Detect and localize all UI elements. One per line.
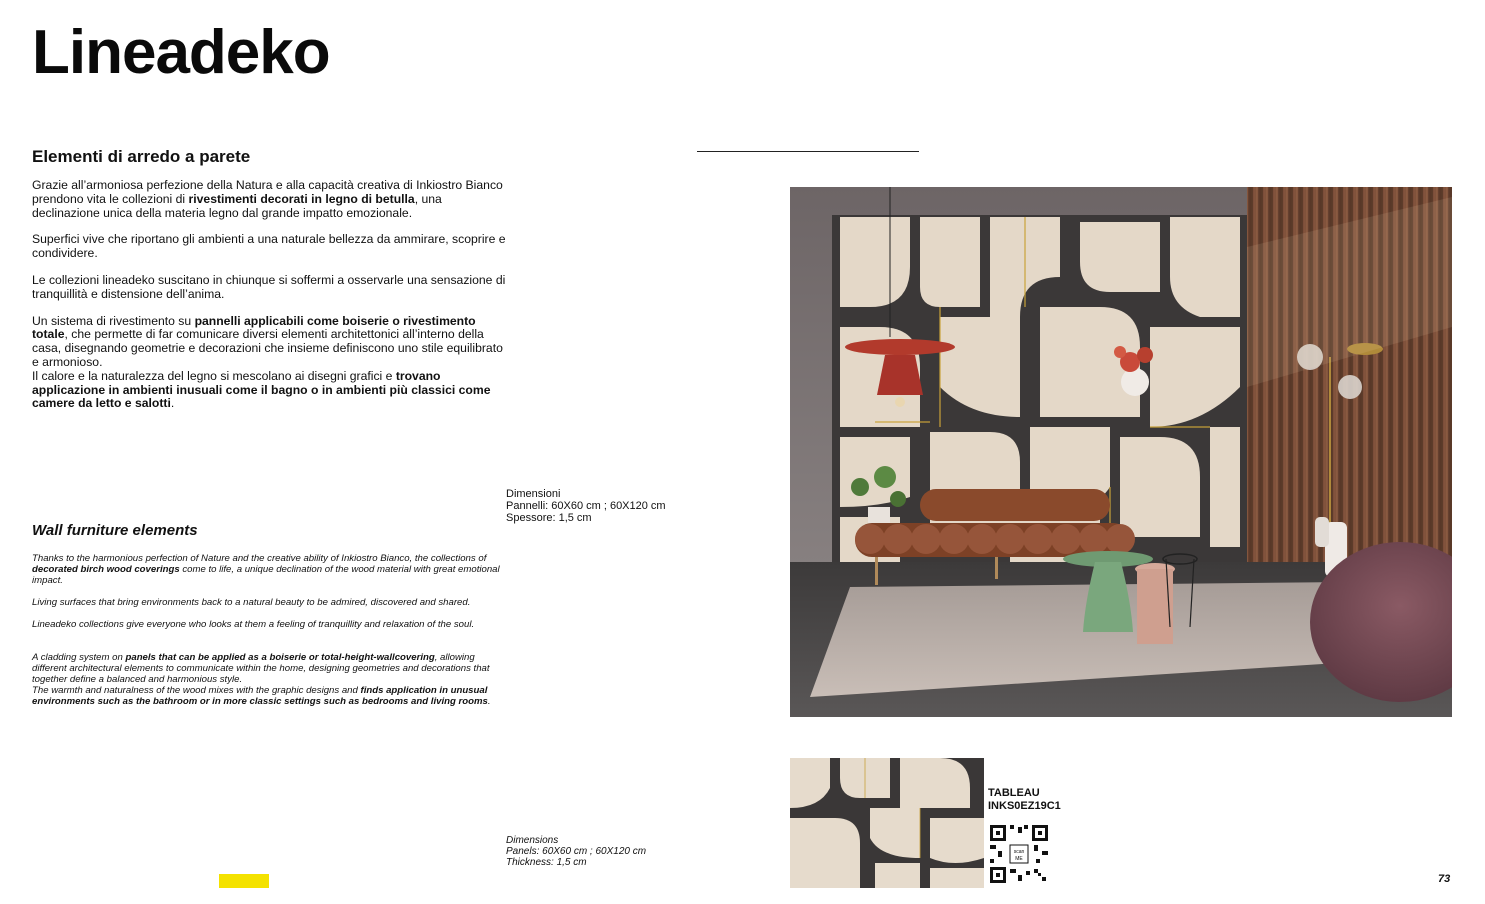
text-run: . — [170, 396, 175, 411]
text-run: , allowing different architectural elements to communicate within the home, designing geometries and decorations that together define a balanced and harmonious style. — [32, 652, 490, 685]
dimensions-thickness: Thickness: 1,5 cm — [506, 857, 587, 868]
bold-text-run: trovano applicazione in ambienti inusuali come il bagno o in ambienti più classici come camere da letto e salotti — [32, 368, 491, 411]
text-run: , che permette di far comunicare diversi elementi architettonici all’interno della casa, disegnando geometrie e decorazioni che insieme definiscono uno stile equilibrato e armonioso. — [32, 327, 503, 369]
english-paragraph-3: Lineadeko collections give everyone who looks at them a feeling of tranquillity and relaxation of the soul. — [32, 619, 475, 630]
english-paragraph-1 — [32, 553, 510, 586]
qr-code-icon — [988, 823, 1050, 885]
english-heading: Wall furniture elements — [32, 522, 198, 539]
qr-code[interactable] — [988, 823, 1050, 885]
english-paragraph-4 — [32, 652, 510, 685]
bold-text-run: rivestimenti decorati in legno di betulla — [188, 191, 415, 206]
interior-room-photo — [790, 187, 1452, 717]
brand-title: Lineadeko — [32, 18, 330, 87]
bold-text-run: panels that can be applied as a boiserie or total-height-wallcovering — [125, 652, 435, 663]
italian-description — [32, 179, 512, 411]
dimensions-panels: Panels: 60X60 cm ; 60X120 cm — [506, 846, 647, 857]
english-description — [32, 553, 510, 707]
dimensions-thickness: Spessore: 1,5 cm — [506, 512, 592, 525]
page-number: 73 — [1438, 873, 1451, 885]
italian-paragraph-2: Superfici vive che riportano gli ambienti a una naturale bellezza da ammirare, scoprire e condividere. — [32, 232, 506, 261]
accent-bar — [219, 874, 269, 888]
text-run: come to life, a unique declination of the wood material with great emotional impact. — [32, 564, 500, 586]
dimensions-english — [506, 835, 646, 868]
text-run: Un sistema di rivestimento su — [32, 313, 195, 328]
panel-pattern-swatch — [790, 758, 984, 888]
product-thumbnail — [790, 758, 984, 888]
dimensions-title: Dimensions — [506, 835, 559, 846]
italian-heading: Elementi di arredo a parete — [32, 147, 251, 166]
text-run: Grazie all’armoniosa perfezione della Natura e alla capacità creativa di Inkiostro Bianco prendono vita le collezioni di — [32, 178, 503, 206]
divider-line — [697, 151, 919, 152]
bold-text-run: decorated birch wood coverings — [32, 564, 180, 575]
product-code: INKS0EZ19C1 — [988, 799, 1061, 812]
italian-paragraph-4 — [32, 315, 512, 370]
italian-paragraph-5 — [32, 370, 512, 411]
italian-paragraph-3: Le collezioni lineadeko suscitano in chiunque si soffermi a osservarle una sensazione di tranquillità e distensione dell’anima. — [32, 272, 506, 301]
dimensions-title: Dimensioni — [506, 488, 561, 500]
english-paragraph-2: Living surfaces that bring environments back to a natural beauty to be admired, discovered and shared. — [32, 597, 471, 608]
text-run: Thanks to the harmonious perfection of Nature and the creative ability of Inkiostro Bianco, the collections of — [32, 553, 487, 564]
italian-paragraph-1 — [32, 179, 512, 220]
english-paragraph-5 — [32, 685, 510, 707]
bold-text-run: finds application in unusual environments such as the bathroom or in more classic settings such as bedrooms and living rooms — [32, 685, 488, 707]
qr-caption-line-2: ME — [1015, 856, 1023, 862]
bold-text-run: pannelli applicabili come boiserie o rivestimento totale — [32, 313, 476, 342]
qr-caption-line-1: scan — [1013, 849, 1025, 855]
text-run: Il calore e la naturalezza del legno si mescolano ai disegni grafici e — [32, 368, 396, 383]
text-run: The warmth and naturalness of the wood mixes with the graphic designs and — [32, 685, 361, 696]
interior-room-illustration — [790, 187, 1452, 717]
text-run: A cladding system on — [32, 652, 126, 663]
text-run: , una declinazione unica della materia legno dal grande impatto emozionale. — [32, 191, 442, 220]
product-name: TABLEAU — [988, 787, 1040, 799]
dimensions-panels: Pannelli: 60X60 cm ; 60X120 cm — [506, 500, 666, 513]
product-label — [988, 787, 1061, 812]
dimensions-italian — [506, 488, 666, 525]
text-run: . — [487, 696, 491, 707]
